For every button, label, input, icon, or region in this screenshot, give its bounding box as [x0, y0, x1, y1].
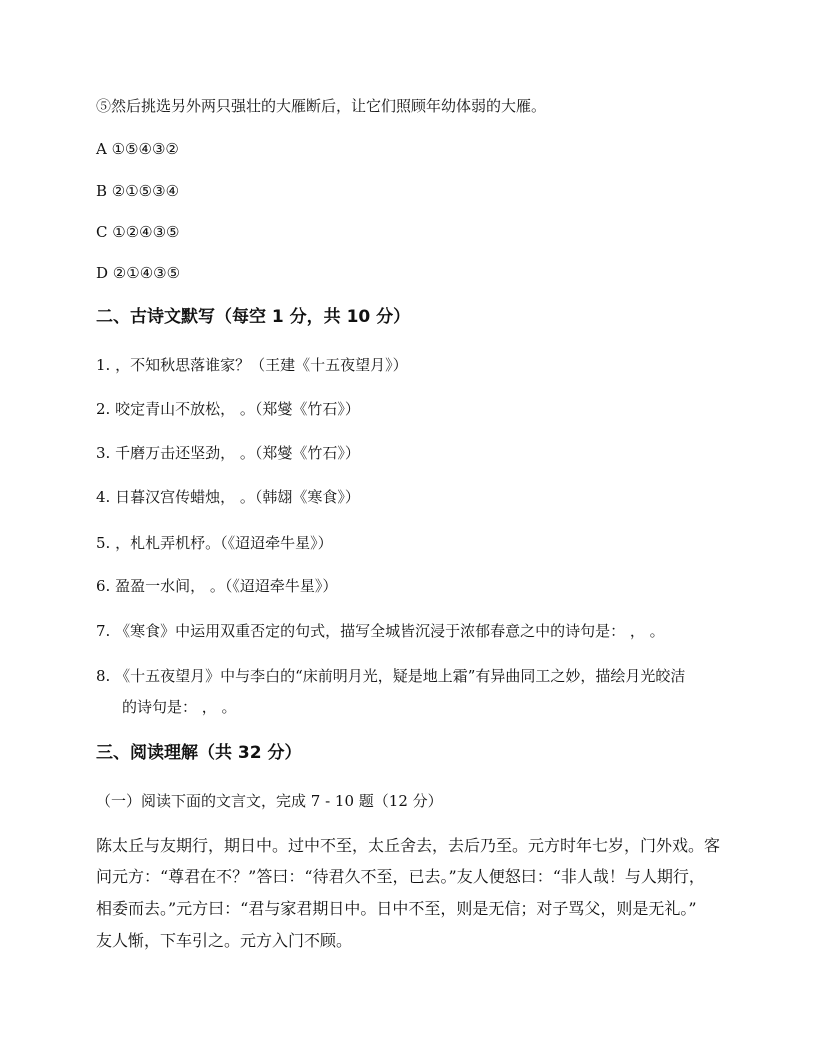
poetry-item-4: 4. 日暮汉宫传蜡烛， 。（韩翃《寒食》） [96, 488, 360, 506]
poetry-item-5: 5. ，札札弄机杼。（《迢迢牵牛星》） [96, 534, 333, 552]
answer-option-c: C ①②④③⑤ [96, 223, 180, 241]
passage-line-3: 相委而去。”元方曰：“君与家君期日中。日中不至，则是无信；对子骂父，则是无礼。” [96, 899, 697, 918]
passage-line-2: 问元方：“尊君在不？”答曰：“待君久不至，已去。”友人便怒曰：“非人哉！与人期行， [96, 867, 705, 886]
poetry-item-3: 3. 千磨万击还坚劲， 。（郑燮《竹石》） [96, 444, 360, 462]
passage-line-1: 陈太丘与友期行，期日中。过中不至，太丘舍去，去后乃至。元方时年七岁，门外戏。客 [96, 836, 721, 855]
passage-line-4: 友人惭，下车引之。元方入门不顾。 [96, 931, 353, 950]
question-option-5-text: ⑤然后挑选另外两只强壮的大雁断后，让它们照顾年幼体弱的大雁。 [96, 97, 547, 115]
poetry-item-8-continued: 的诗句是： ， 。 [122, 698, 237, 716]
answer-option-a: A ①⑤④③② [96, 140, 179, 158]
section-heading-poetry: 二、古诗文默写（每空 1 分，共 10 分） [96, 307, 411, 327]
reading-subsection-title: （一）阅读下面的文言文，完成 7 - 10 题（12 分） [96, 792, 443, 810]
poetry-item-2: 2. 咬定青山不放松， 。（郑燮《竹石》） [96, 400, 360, 418]
answer-option-d: D ②①④③⑤ [96, 264, 181, 282]
poetry-item-8: 8. 《十五夜望月》中与李白的“床前明月光，疑是地上霜”有异曲同工之妙，描绘月光皎洁 [96, 667, 686, 685]
section-heading-reading: 三、阅读理解（共 32 分） [96, 743, 302, 763]
poetry-item-1: 1. ，不知秋思落谁家？（王建《十五夜望月》） [96, 356, 408, 374]
poetry-item-7: 7. 《寒食》中运用双重否定的句式，描写全城皆沉浸于浓郁春意之中的诗句是： ， 。 [96, 622, 665, 640]
answer-option-b: B ②①⑤③④ [96, 182, 180, 200]
poetry-item-6: 6. 盈盈一水间， 。（《迢迢牵牛星》） [96, 577, 338, 595]
